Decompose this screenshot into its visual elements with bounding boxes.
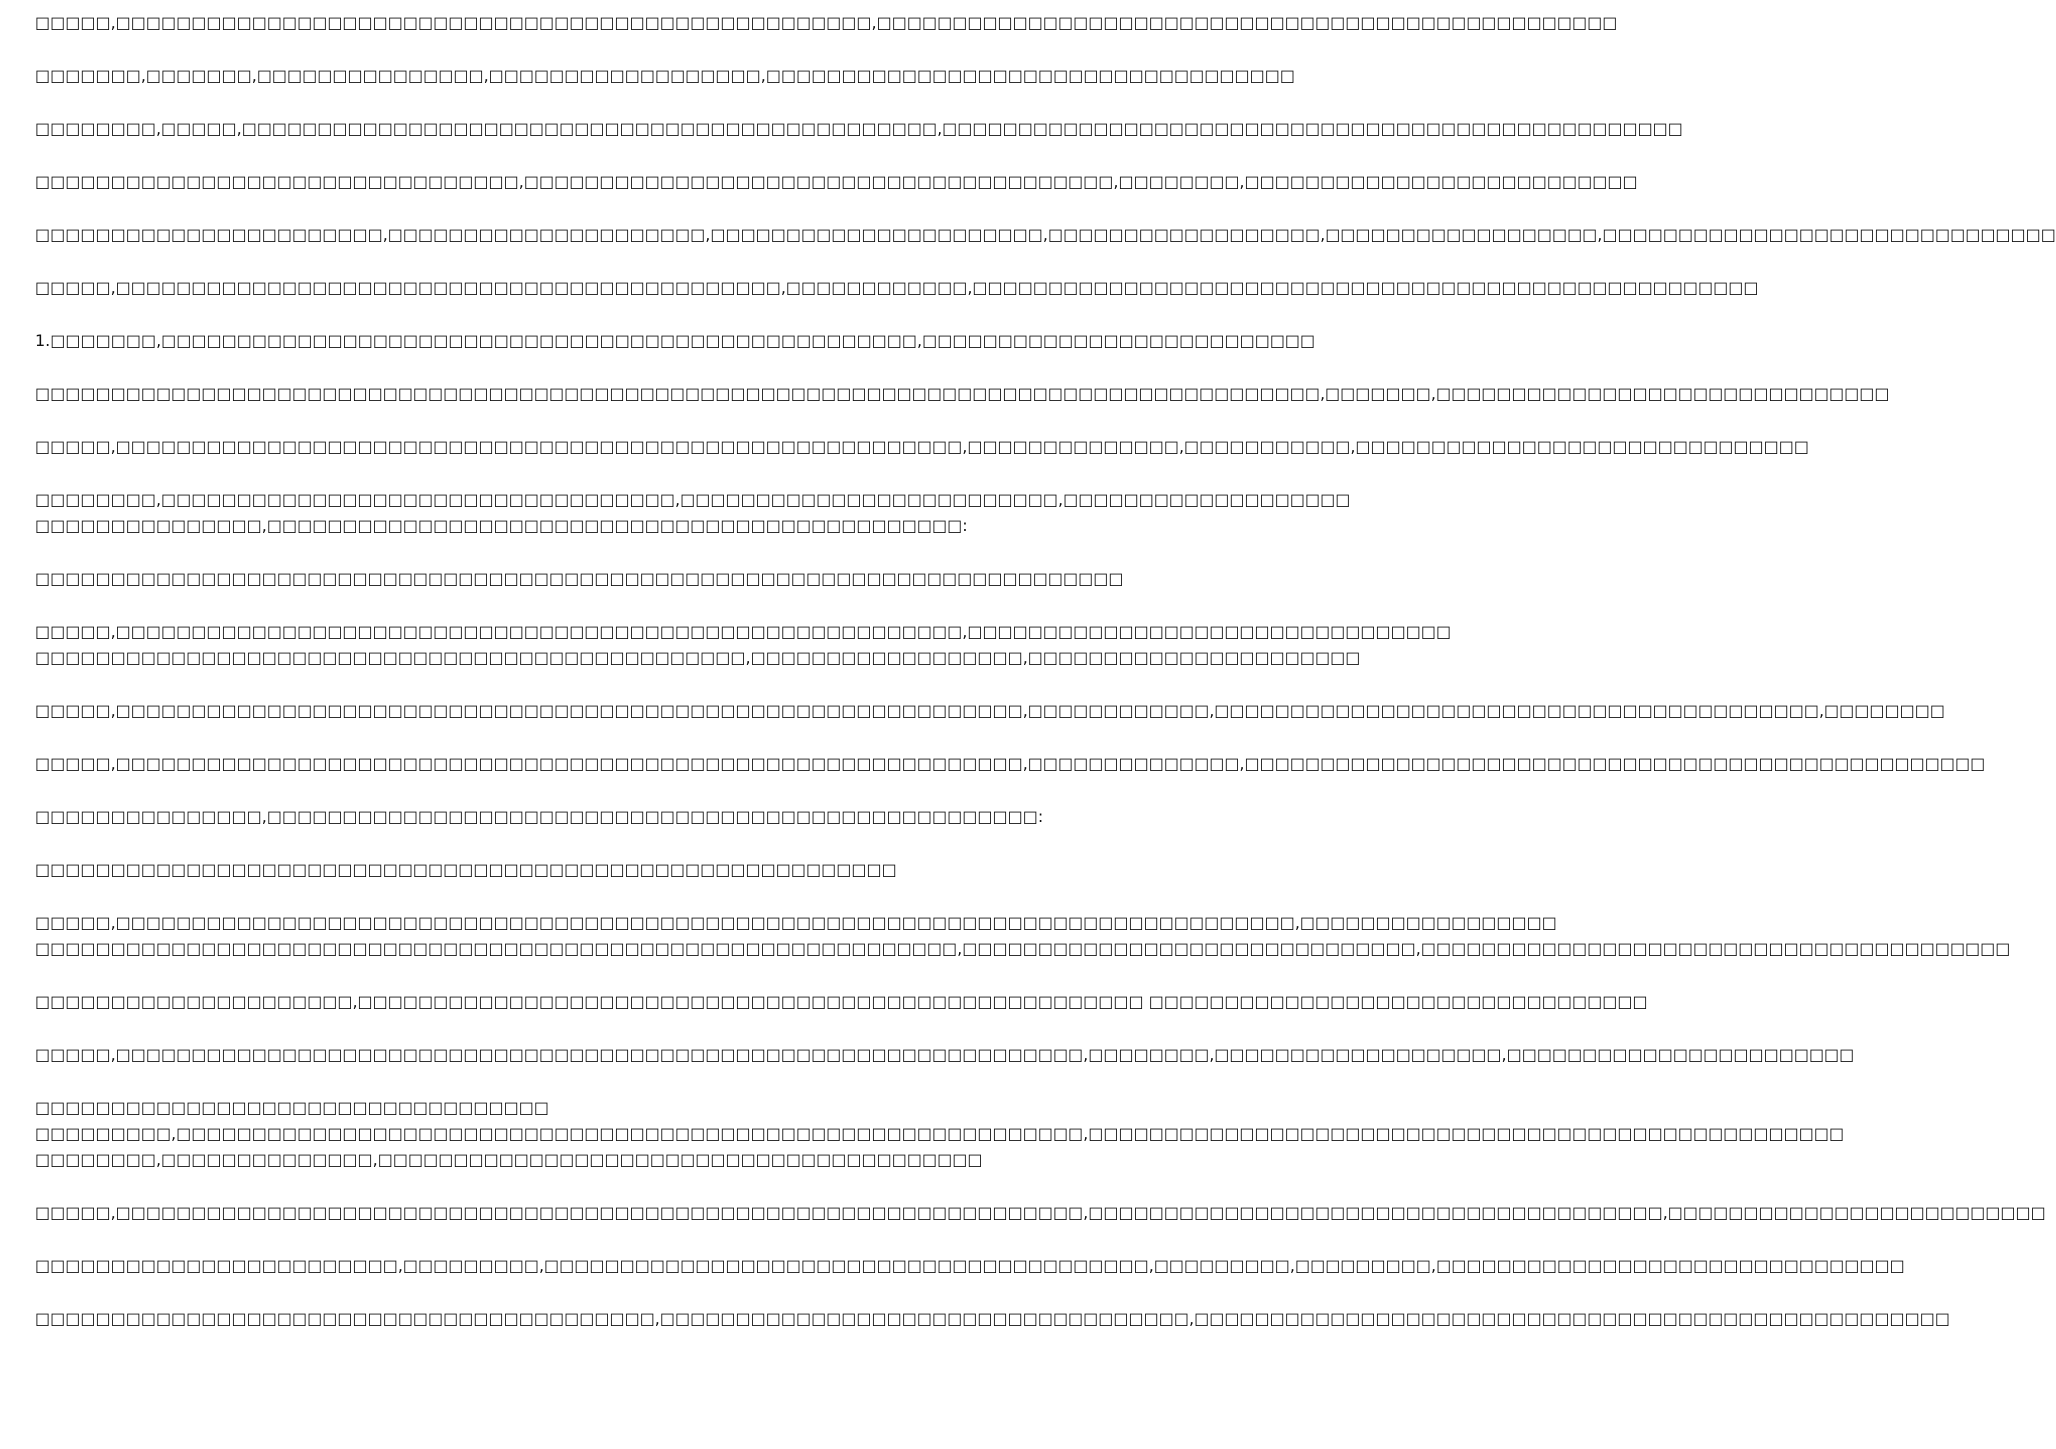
paragraph-line: □□□□□,□□□□□□□□□□□□□□□□□□□□□□□□□□□□□□□□□□□□□□□□□□□□□□□□□□□□□□□□,□□□□□□□□□□□□□□□□□□□□□□□□□□□□□□□□ — [35, 622, 1452, 641]
paragraph — [35, 804, 1044, 830]
paragraph-line: □□□□□□□□□□□□□□□□□□□□□□□□□□□□□□□□□□ — [35, 1098, 549, 1117]
paragraph — [35, 381, 1890, 407]
paragraph — [35, 989, 1648, 1015]
paragraph — [35, 751, 1986, 777]
paragraph-line: □□□□□□□□□□□□□□□□□□□□□□□□□□□□□□□□□□□□□□□□□□□□□□□□□□□□□□□□□□□□□,□□□□□□□□□□□□□□□□□□□□□□□□□□□□□□,□□□□□□□□□□□□□□□□□□□□□□□□□□□□□□□□□□□□□□□ — [35, 939, 2011, 958]
paragraph — [35, 116, 1683, 142]
paragraph — [35, 619, 1452, 671]
paragraph — [35, 487, 1351, 539]
paragraph-line: □□□□□□□□□,□□□□□□□□□□□□□□□□□□□□□□□□□□□□□□□□□□□□□□□□□□□□□□□□□□□□□□□□□□□□,□□□□□□□□□□□□□□□□□□□□□□□□□□□□□□□□□□□□□□□□□□□□□□□□□□ — [35, 1124, 1845, 1143]
paragraph — [35, 328, 1316, 354]
document-page — [35, 10, 2056, 1430]
paragraph-line: □□□□□,□□□□□□□□□□□□□□□□□□□□□□□□□□□□□□□□□□□□□□□□□□□□□□□□□□,□□□□□□□□□□□□□□□□□□□□□□□□□□□□□□□□□□□□□□□□□□□□□□□□□ — [35, 13, 1618, 32]
paragraph-line: □□□□□□□□□□□□□□□□□□□□□□□□□□□□□□□□,□□□□□□□□□□□□□□□□□□□□□□□□□□□□□□□□□□□□□□□,□□□□□□□□,□□□□□□□□□□□□□□□□□□□□□□□□□□ — [35, 172, 1638, 191]
paragraph-line: □□□□□□□□□□□□□□□□□□□□□□□□□□□□□□□□□□□□□□□□□□□□□□□□□□□□□□□□□□□□□□□□□□□□□□□□□□□□□□□□□□□□□,□□□□□□□,□□□□□□□□□□□□□□□□□□□□□□□□□□□□□□ — [35, 384, 1890, 403]
paragraph-line: □□□□□□□□□□□□□□□□□□□□□□□□□□□□□□□□□□□□□□□□□□□□□□□,□□□□□□□□□□□□□□□□□□,□□□□□□□□□□□□□□□□□□□□□□ — [35, 648, 1361, 667]
paragraph-line: □□□□□□□□□□□□□□□□□□□□□□□□□□□□□□□□□□□□□□□□□,□□□□□□□□□□□□□□□□□□□□□□□□□□□□□□□□□□□,□□□□□□□□□□□□□□□□□□□□□□□□□□□□□□□□□□□□□□□□□□□□□□□□□□ — [35, 1309, 1950, 1328]
paragraph-line: □□□□□□□□,□□□□□□□□□□□□□□□□□□□□□□□□□□□□□□□□□□,□□□□□□□□□□□□□□□□□□□□□□□□□,□□□□□□□□□□□□□□□□□□□ — [35, 490, 1351, 509]
paragraph-line: □□□□□□□□□□□□□□□□□□□□□□□□□□□□□□□□□□□□□□□□□□□□□□□□□□□□□□□□□□□□□□□□□□□□□□□□ — [35, 569, 1124, 588]
paragraph-line: □□□□□,□□□□□□□□□□□□□□□□□□□□□□□□□□□□□□□□□□□□□□□□□□□□□□□□□□□□□□□□□□□□□□□□,□□□□□□□□□□□□□□□□□□□□□□□□□□□□□□□□□□□□□□,□□□□□□□□□□□□□□□□□□□□□□□□□ — [35, 1203, 2046, 1222]
paragraph — [35, 169, 1638, 195]
paragraph — [35, 275, 1759, 301]
paragraph — [35, 1200, 2046, 1226]
paragraph-line: □□□□□□□□□□□□□□□,□□□□□□□□□□□□□□□□□□□□□□□□□□□□□□□□□□□□□□□□□□□□□□: — [35, 516, 968, 535]
paragraph-line: □□□□□,□□□□□□□□□□□□□□□□□□□□□□□□□□□□□□□□□□□□□□□□□□□□□□□□□□□□□□□□□□□□□□□□,□□□□□□□□,□□□□□□□□□□□□□□□□□□□,□□□□□□□□□□□□□□□□□□□□□□□ — [35, 1045, 1855, 1064]
paragraph-line: □□□□□□□□□□□□□□□□□□□□□□□□□□□□□□□□□□□□□□□□□□□□□□□□□□□□□□□□□ — [35, 860, 897, 879]
paragraph — [35, 1253, 1905, 1279]
paragraph — [35, 10, 1618, 36]
paragraph-line: □□□□□□□□,□□□□□□□□□□□□□□,□□□□□□□□□□□□□□□□□□□□□□□□□□□□□□□□□□□□□□□□ — [35, 1150, 983, 1169]
paragraph-line: □□□□□□□□,□□□□□,□□□□□□□□□□□□□□□□□□□□□□□□□□□□□□□□□□□□□□□□□□□□□□,□□□□□□□□□□□□□□□□□□□□□□□□□□□□□□□□□□□□□□□□□□□□□□□□□ — [35, 119, 1683, 138]
paragraph-line: □□□□□□□□□□□□□□□□□□□□□,□□□□□□□□□□□□□□□□□□□□□□□□□□□□□□□□□□□□□□□□□□□□□□□□□□□□ □□□□□□□□□□□□□□□□□□□□□□□□□□□□□□□□□ — [35, 992, 1648, 1011]
paragraph-line: □□□□□,□□□□□□□□□□□□□□□□□□□□□□□□□□□□□□□□□□□□□□□□□□□□□□□□□□□□□□□□□□□□,□□□□□□□□□□□□,□□□□□□□□□□□□□□□□□□□□□□□□□□□□□□□□□□□□□□□□,□□□□□□□□ — [35, 701, 1945, 720]
paragraph-line: □□□□□□□□□□□□□□□,□□□□□□□□□□□□□□□□□□□□□□□□□□□□□□□□□□□□□□□□□□□□□□□□□□□: — [35, 807, 1044, 826]
paragraph — [35, 566, 1124, 592]
paragraph — [35, 1306, 1950, 1332]
paragraph — [35, 1042, 1855, 1068]
paragraph — [35, 698, 1945, 724]
paragraph-line: 1.□□□□□□□,□□□□□□□□□□□□□□□□□□□□□□□□□□□□□□□□□□□□□□□□□□□□□□□□□□,□□□□□□□□□□□□□□□□□□□□□□□□□□ — [35, 331, 1316, 350]
paragraph — [35, 857, 990, 883]
paragraph-line: □□□□□,□□□□□□□□□□□□□□□□□□□□□□□□□□□□□□□□□□□□□□□□□□□□□□□□□□□□□□□□□□□□□□□□□□□□□□□□□□□□□□,□□□□□□□□□□□□□□□□□ — [35, 913, 1557, 932]
paragraph-line: □□□□□□□□□□□□□□□□□□□□□□□□,□□□□□□□□□,□□□□□□□□□□□□□□□□□□□□□□□□□□□□□□□□□□□□□□□□,□□□□□□□□□,□□□□□□□□□,□□□□□□□□□□□□□□□□□□□□□□□□□□□□□□□ — [35, 1256, 1905, 1275]
paragraph — [35, 222, 2056, 248]
paragraph-line: □□□□□,□□□□□□□□□□□□□□□□□□□□□□□□□□□□□□□□□□□□□□□□□□□□□□□□□□□□□□□□□□□□,□□□□□□□□□□□□□□,□□□□□□□□□□□□□□□□□□□□□□□□□□□□□□□□□□□□□□□□□□□□□□□□□ — [35, 754, 1986, 773]
paragraph — [35, 910, 2011, 962]
paragraph-line: □□□□□□□□□□□□□□□□□□□□□□□,□□□□□□□□□□□□□□□□□□□□□,□□□□□□□□□□□□□□□□□□□□□□,□□□□□□□□□□□□□□□□□□,□□□□□□□□□□□□□□□□□□,□□□□□□□□□□□□□□□□□□□□□□□□□□□□□□ — [35, 225, 2056, 244]
paragraph — [35, 1095, 1845, 1173]
paragraph-line: □□□□□,□□□□□□□□□□□□□□□□□□□□□□□□□□□□□□□□□□□□□□□□□□□□□□□□□□□□□□□□,□□□□□□□□□□□□□□,□□□□□□□□□□□,□□□□□□□□□□□□□□□□□□□□□□□□□□□□□□ — [35, 437, 1809, 456]
paragraph-line: □□□□□□□,□□□□□□□,□□□□□□□□□□□□□□□,□□□□□□□□□□□□□□□□□□,□□□□□□□□□□□□□□□□□□□□□□□□□□□□□□□□□□□ — [35, 66, 1295, 85]
paragraph — [35, 63, 1295, 89]
paragraph — [35, 434, 1809, 460]
paragraph-line: □□□□□,□□□□□□□□□□□□□□□□□□□□□□□□□□□□□□□□□□□□□□□□□□□□,□□□□□□□□□□□□,□□□□□□□□□□□□□□□□□□□□□□□□□□□□□□□□□□□□□□□□□□□□□□□□□□□□ — [35, 278, 1759, 297]
